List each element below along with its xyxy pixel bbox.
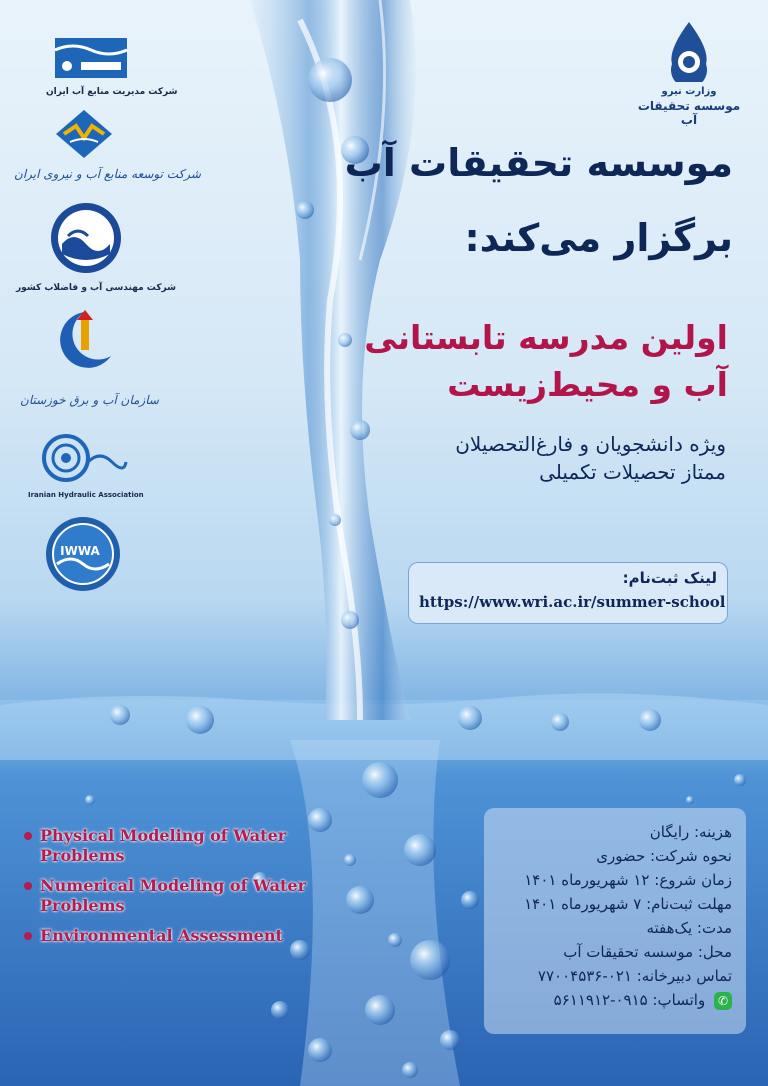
iwwa-seal-text: IWWA xyxy=(60,544,100,558)
water-resources-icon xyxy=(53,36,129,80)
bullet-icon xyxy=(24,882,32,890)
participation-line: نحوه شرکت: حضوری xyxy=(596,847,732,865)
fee-line: هزینه: رایگان xyxy=(649,823,732,841)
deadline-line: مهلت ثبت‌نام: ۷ شهریورماه ۱۴۰۱ xyxy=(524,895,732,913)
location-line: محل: موسسه تحقیقات آب xyxy=(563,943,732,961)
logo-khuzestan xyxy=(20,306,159,407)
organizer-title: موسسه تحقیقات آب xyxy=(344,141,733,185)
water-drop-icon xyxy=(666,20,712,82)
whatsapp-line xyxy=(498,988,732,1012)
topic-item xyxy=(22,876,342,916)
logo-water-power-dev xyxy=(14,108,201,181)
audience-text: ویژه دانشجویان و فارغ‌التحصیلان xyxy=(455,432,726,456)
wave-spiral-icon xyxy=(38,432,128,484)
ministry-label: وزارت نیرو xyxy=(661,86,717,97)
logo-caption: شرکت توسعه منابع آب و نیروی ایران xyxy=(14,167,201,181)
whatsapp-number: واتساپ: ۰۹۱۵-۵۶۱۱۹۱۲ xyxy=(553,991,706,1009)
organizer-title-line2: برگزار می‌کند: xyxy=(464,216,733,260)
logo-caption: شرکت مدیریت منابع آب ایران xyxy=(46,87,178,97)
topic-list xyxy=(22,826,342,956)
secretariat-phone-line: تماس دبیرخانه: ۰۲۱-۷۷۰۰۴۵۳۶ xyxy=(537,967,732,985)
topic-item xyxy=(22,926,342,946)
topic-item xyxy=(22,826,342,866)
logo-caption: Iranian Hydraulic Association xyxy=(28,491,144,499)
topic-text: Physical Modeling of Water Problems xyxy=(40,826,287,865)
whatsapp-icon: ✆ xyxy=(714,992,732,1010)
duration-line: مدت: یک‌هفته xyxy=(646,919,732,937)
topic-text: Numerical Modeling of Water Problems xyxy=(40,876,306,915)
logo-hydraulic-association xyxy=(28,432,144,499)
crescent-tower-icon xyxy=(55,306,115,386)
bullet-icon xyxy=(24,932,32,940)
event-details-box xyxy=(484,808,746,1034)
logo-iwwa xyxy=(40,514,126,598)
logo-water-wastewater-eng xyxy=(16,200,177,293)
audience-text-line2: ممتاز تحصیلات تکمیلی xyxy=(539,460,726,484)
registration-box xyxy=(408,562,728,624)
wave-circle-icon xyxy=(48,200,124,276)
registration-link[interactable]: https://www.wri.ac.ir/summer-school xyxy=(419,593,726,611)
event-title-line2: آب و محیط‌زیست xyxy=(447,365,728,404)
diamond-wave-icon xyxy=(54,108,114,160)
logo-iran-water-resources xyxy=(46,36,178,97)
institute-label: موسسه تحقیقات آب xyxy=(637,99,741,127)
logo-caption: شرکت مهندسی آب و فاضلاب کشور xyxy=(16,283,177,293)
logo-caption: سازمان آب و برق خوزستان xyxy=(20,393,159,407)
topic-text: Environmental Assessment xyxy=(40,926,283,945)
start-date-line: زمان شروع: ۱۲ شهریورماه ۱۴۰۱ xyxy=(524,871,732,889)
bullet-icon xyxy=(24,832,32,840)
event-title: اولین مدرسه تابستانی xyxy=(364,318,728,357)
ministry-logo xyxy=(634,20,744,127)
registration-label: لینک ثبت‌نام: xyxy=(622,569,717,587)
